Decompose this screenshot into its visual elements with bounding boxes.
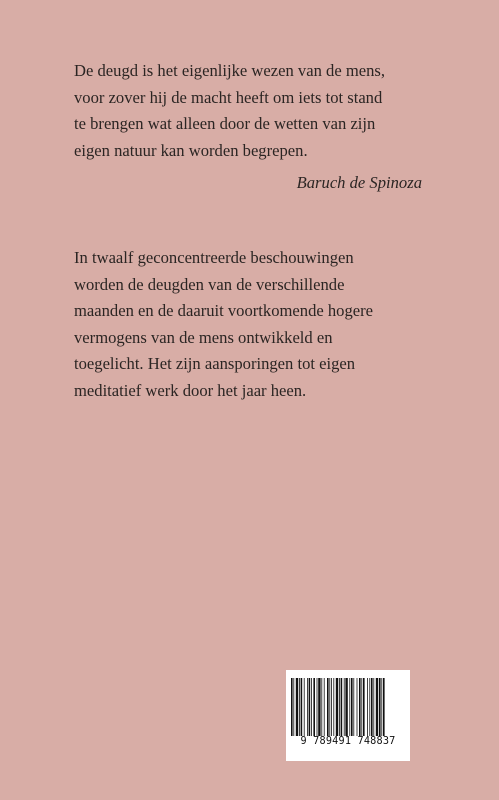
isbn-barcode — [286, 670, 410, 761]
description-line: vermogens van de mens ontwikkeld en — [74, 327, 333, 347]
isbn-number: 9 789491 748837 — [300, 736, 396, 747]
epigraph-quote — [74, 58, 434, 164]
description-line: toegelicht. Het zijn aansporingen tot eigen — [74, 354, 356, 373]
quote-line: eigen natuur kan worden begrepen. — [74, 140, 308, 160]
barcode-bars — [291, 678, 405, 736]
quote-line: voor zover hij de macht heeft om iets tot stand — [74, 87, 383, 107]
quote-line: te brengen wat alleen door de wetten van zijn — [74, 114, 376, 133]
book-description — [74, 245, 434, 404]
description-line: In twaalf geconcentreerde beschouwingen — [74, 248, 354, 267]
description-line: meditatief werk door het jaar heen. — [74, 380, 307, 400]
description-line: maanden en de daaruit voortkomende hogere — [74, 301, 374, 320]
quote-attribution: Baruch de Spinoza — [296, 173, 422, 192]
description-line: worden de deugden van de verschillende — [74, 274, 345, 294]
quote-line: De deugd is het eigenlijke wezen van de mens, — [74, 61, 386, 80]
